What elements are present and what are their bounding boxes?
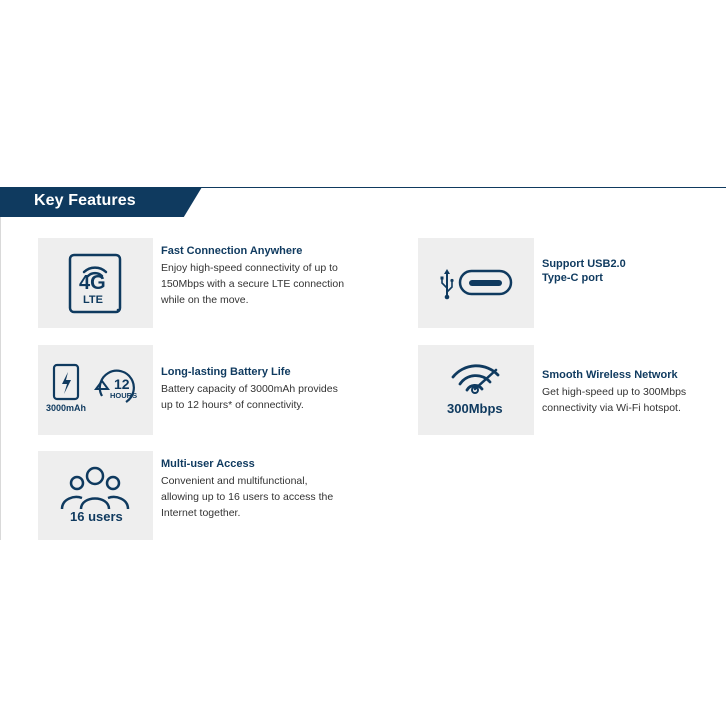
feature-title: Support USB2.0 Type-C port: [542, 258, 626, 284]
users-count-label: 16 users: [70, 509, 123, 524]
section-title: Key Features: [34, 192, 136, 209]
hours-number-label: 12: [114, 376, 130, 392]
feature-title: Smooth Wireless Network: [542, 369, 678, 381]
feature-description: Convenient and multifunctional, allowing up to 16 users to access the Internet together.: [161, 475, 334, 519]
lte-label: LTE: [83, 294, 103, 306]
wifi-speed-icon: [418, 345, 534, 435]
feature-tile-4g: [38, 238, 153, 328]
4g-label: 4G: [79, 272, 106, 294]
hours-unit-label: HOURS: [110, 391, 138, 400]
battery-icon: [38, 345, 153, 435]
feature-description: Get high-speed up to 300Mbps connectivity via Wi-Fi hotspot.: [542, 386, 687, 414]
feature-description: Enjoy high-speed connectivity of up to 150Mbps with a secure LTE connection while on the move.: [161, 262, 345, 306]
feature-tile-users: [38, 451, 153, 540]
feature-fast-connection: [161, 244, 381, 308]
feature-tile-usb: [418, 238, 534, 328]
feature-multi-user: [161, 457, 381, 521]
feature-battery-life: [161, 365, 381, 413]
wifi-speed-label: 300Mbps: [447, 401, 503, 416]
users-icon: [38, 451, 153, 540]
feature-wireless-network: [542, 368, 722, 416]
feature-title: Long-lasting Battery Life: [161, 366, 291, 378]
left-divider: [0, 217, 1, 540]
feature-tile-wifi: [418, 345, 534, 435]
usb-c-icon: [418, 238, 534, 328]
feature-title: Fast Connection Anywhere: [161, 245, 303, 257]
feature-description: Battery capacity of 3000mAh provides up to 12 hours* of connectivity.: [161, 383, 338, 411]
feature-tile-battery: [38, 345, 153, 435]
battery-capacity-label: 3000mAh: [46, 403, 87, 413]
feature-usb-c: [542, 257, 712, 287]
feature-title: Multi-user Access: [161, 458, 255, 470]
